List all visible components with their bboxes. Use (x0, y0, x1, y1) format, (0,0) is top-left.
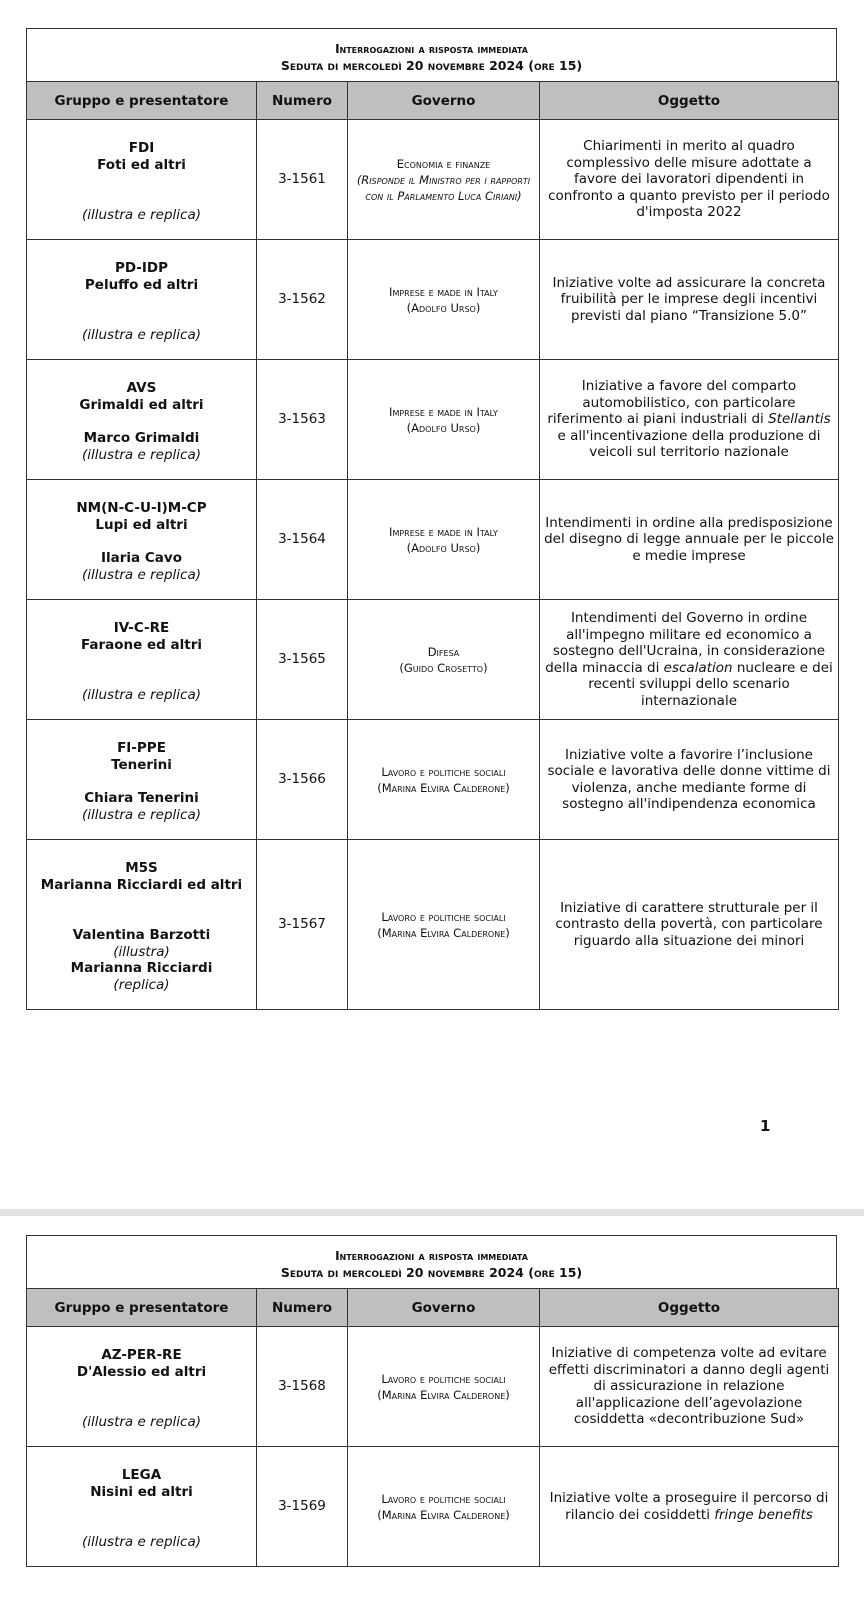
group-name: LEGA (121, 1467, 162, 1483)
table-header-row (27, 1289, 839, 1327)
presenter-cell (27, 120, 257, 240)
document-header (26, 1235, 837, 1289)
minister-name: (Adolfo Urso) (406, 540, 481, 555)
subject-cell (540, 1447, 839, 1567)
header-title: Interrogazioni a risposta immediata (335, 1249, 528, 1263)
presenter-cell (27, 1327, 257, 1447)
column-header-group: Gruppo e presentatore (27, 1289, 257, 1327)
minister-name: (Guido Crosetto) (399, 660, 488, 675)
column-header-number: Numero (257, 82, 348, 120)
minister-name: (Adolfo Urso) (406, 300, 481, 315)
question-number: 3-1564 (257, 480, 348, 600)
subject-italic: escalation (663, 659, 733, 676)
presenter-name: Foti ed altri (97, 157, 186, 173)
government-cell (348, 240, 540, 360)
group-name: IV-C-RE (113, 620, 170, 636)
table-row (27, 600, 839, 720)
question-number: 3-1562 (257, 240, 348, 360)
questions-table (26, 81, 839, 1010)
presenter-name: Faraone ed altri (80, 637, 203, 653)
presenter-name: Peluffo ed altri (84, 277, 199, 293)
speaker-name: Chiara Tenerini (84, 790, 199, 806)
speaker-name: Ilaria Cavo (101, 550, 182, 566)
document-page-2 (0, 1216, 864, 1600)
role-note: (illustra e replica) (81, 806, 201, 823)
table-header-row (27, 82, 839, 120)
subject-cell: Iniziative volte a favorire l’inclusione sociale e lavorativa delle donne vittime di violenza, anche mediante forme di sostegno all'indipendenza economica (540, 720, 839, 840)
ministry-name: Imprese e made in Italy (389, 524, 498, 539)
group-name: FDI (128, 140, 155, 156)
ministry-name: Imprese e made in Italy (389, 404, 498, 419)
column-header-government: Governo (348, 82, 540, 120)
presenter-name: Grimaldi ed altri (79, 397, 204, 413)
presenter-name: Marianna Ricciardi ed altri (40, 877, 243, 893)
government-cell (348, 480, 540, 600)
presenter-name: Lupi ed altri (95, 517, 188, 533)
group-name: NM(N-C-U-I)M-CP (76, 500, 207, 516)
ministry-name: Lavoro e politiche sociali (381, 909, 506, 924)
group-name: AZ-PER-RE (101, 1347, 182, 1363)
column-header-subject: Oggetto (540, 82, 839, 120)
subject-text: Iniziative a favore del comparto automobilistico, con particolare riferimento ai piani industriali di (547, 378, 797, 428)
subject-italic: fringe benefits (714, 1506, 813, 1523)
question-number: 3-1569 (257, 1447, 348, 1567)
question-number: 3-1566 (257, 720, 348, 840)
column-header-government: Governo (348, 1289, 540, 1327)
subject-cell (540, 360, 839, 480)
presenter-cell (27, 720, 257, 840)
subject-cell: Chiarimenti in merito al quadro complessivo delle misure adottate a favore dei lavoratori dipendenti in confronto a quanto previsto per il periodo d'imposta 2022 (540, 120, 839, 240)
column-header-subject: Oggetto (540, 1289, 839, 1327)
subject-text: e all'incentivazione della produzione di veicoli sul territorio nazionale (557, 427, 821, 461)
role-note: (illustra e replica) (81, 1533, 201, 1550)
minister-name: (Risponde il Ministro per i rapporti con il Parlamento Luca Ciriani) (356, 172, 531, 203)
table-row (27, 720, 839, 840)
document-header (26, 28, 837, 82)
minister-name: (Marina Elvira Calderone) (377, 780, 510, 795)
group-name: FI-PPE (117, 740, 166, 756)
government-cell (348, 1447, 540, 1567)
government-cell (348, 120, 540, 240)
presenter-cell (27, 840, 257, 1010)
minister-name: (Marina Elvira Calderone) (377, 1507, 510, 1522)
subject-cell: Intendimenti in ordine alla predisposizione del disegno di legge annuale per le piccole e medie imprese (540, 480, 839, 600)
table-row (27, 360, 839, 480)
table-row (27, 1327, 839, 1447)
presenter-cell (27, 240, 257, 360)
role-note: (illustra e replica) (81, 686, 201, 703)
table-row (27, 480, 839, 600)
group-name: AVS (126, 380, 157, 396)
government-cell (348, 600, 540, 720)
column-header-group: Gruppo e presentatore (27, 82, 257, 120)
presenter-cell (27, 1447, 257, 1567)
presenter-cell (27, 480, 257, 600)
subject-cell: Iniziative di competenza volte ad evitare effetti discriminatori a danno degli agenti di assicurazione in relazione all'applicazione dell’agevolazione cosiddetta «decontribuzione Sud» (540, 1327, 839, 1447)
role-note: (illustra e replica) (81, 326, 201, 343)
header-session: Seduta di mercoledì 20 novembre 2024 (ore 15) (280, 58, 583, 73)
ministry-name: Imprese e made in Italy (389, 284, 498, 299)
ministry-name: Difesa (427, 644, 460, 659)
questions-table (26, 1288, 839, 1567)
page-number: 1 (760, 1117, 771, 1135)
role-note: (illustra e replica) (81, 446, 201, 463)
role-note: (illustra e replica) (81, 566, 201, 583)
role-note: (illustra e replica) (81, 1413, 201, 1430)
speaker-name: Marco Grimaldi (83, 430, 200, 446)
subject-text: Iniziative volte a proseguire il percorso di rilancio dei cosiddetti (549, 1490, 829, 1523)
question-number: 3-1563 (257, 360, 348, 480)
subject-text: Intendimenti del Governo in ordine all'impegno militare ed economico a sostegno dell'Ucraina, in considerazione della minaccia di (545, 610, 826, 676)
table-row (27, 840, 839, 1010)
speaker-name: Marianna Ricciardi (70, 960, 213, 976)
ministry-name: Lavoro e politiche sociali (381, 1371, 506, 1386)
presenter-name: Nisini ed altri (90, 1484, 193, 1500)
presenter-cell (27, 600, 257, 720)
table-row (27, 1447, 839, 1567)
presenter-cell (27, 360, 257, 480)
subject-cell: Iniziative volte ad assicurare la concreta fruibilità per le imprese degli incentivi previsti dal piano “Transizione 5.0” (540, 240, 839, 360)
table-row (27, 120, 839, 240)
role-note: (illustra e replica) (81, 206, 201, 223)
minister-name: (Adolfo Urso) (406, 420, 481, 435)
question-number: 3-1561 (257, 120, 348, 240)
ministry-name: Lavoro e politiche sociali (381, 764, 506, 779)
question-number: 3-1568 (257, 1327, 348, 1447)
group-name: M5S (125, 860, 158, 876)
column-header-number: Numero (257, 1289, 348, 1327)
header-title: Interrogazioni a risposta immediata (335, 42, 528, 56)
presenter-name: D'Alessio ed altri (76, 1364, 207, 1380)
subject-cell: Iniziative di carattere strutturale per il contrasto della povertà, con particolare riguardo alla situazione dei minori (540, 840, 839, 1010)
role-note: (replica) (113, 976, 170, 993)
subject-cell (540, 600, 839, 720)
government-cell (348, 720, 540, 840)
government-cell (348, 1327, 540, 1447)
question-number: 3-1565 (257, 600, 348, 720)
group-name: PD-IDP (114, 260, 169, 276)
minister-name: (Marina Elvira Calderone) (377, 925, 510, 940)
table-row (27, 240, 839, 360)
role-note: (illustra) (113, 943, 170, 960)
ministry-name: Lavoro e politiche sociali (381, 1491, 506, 1506)
speaker-name: Valentina Barzotti (72, 927, 211, 943)
government-cell (348, 840, 540, 1010)
government-cell (348, 360, 540, 480)
header-session: Seduta di mercoledì 20 novembre 2024 (ore 15) (280, 1265, 583, 1280)
presenter-name: Tenerini (111, 757, 172, 773)
subject-italic: Stellantis (768, 411, 831, 428)
question-number: 3-1567 (257, 840, 348, 1010)
ministry-name: Economia e finanze (396, 156, 491, 171)
subject-text: nucleare e dei recenti sviluppi dello scenario internazionale (588, 659, 833, 709)
minister-name: (Marina Elvira Calderone) (377, 1387, 510, 1402)
